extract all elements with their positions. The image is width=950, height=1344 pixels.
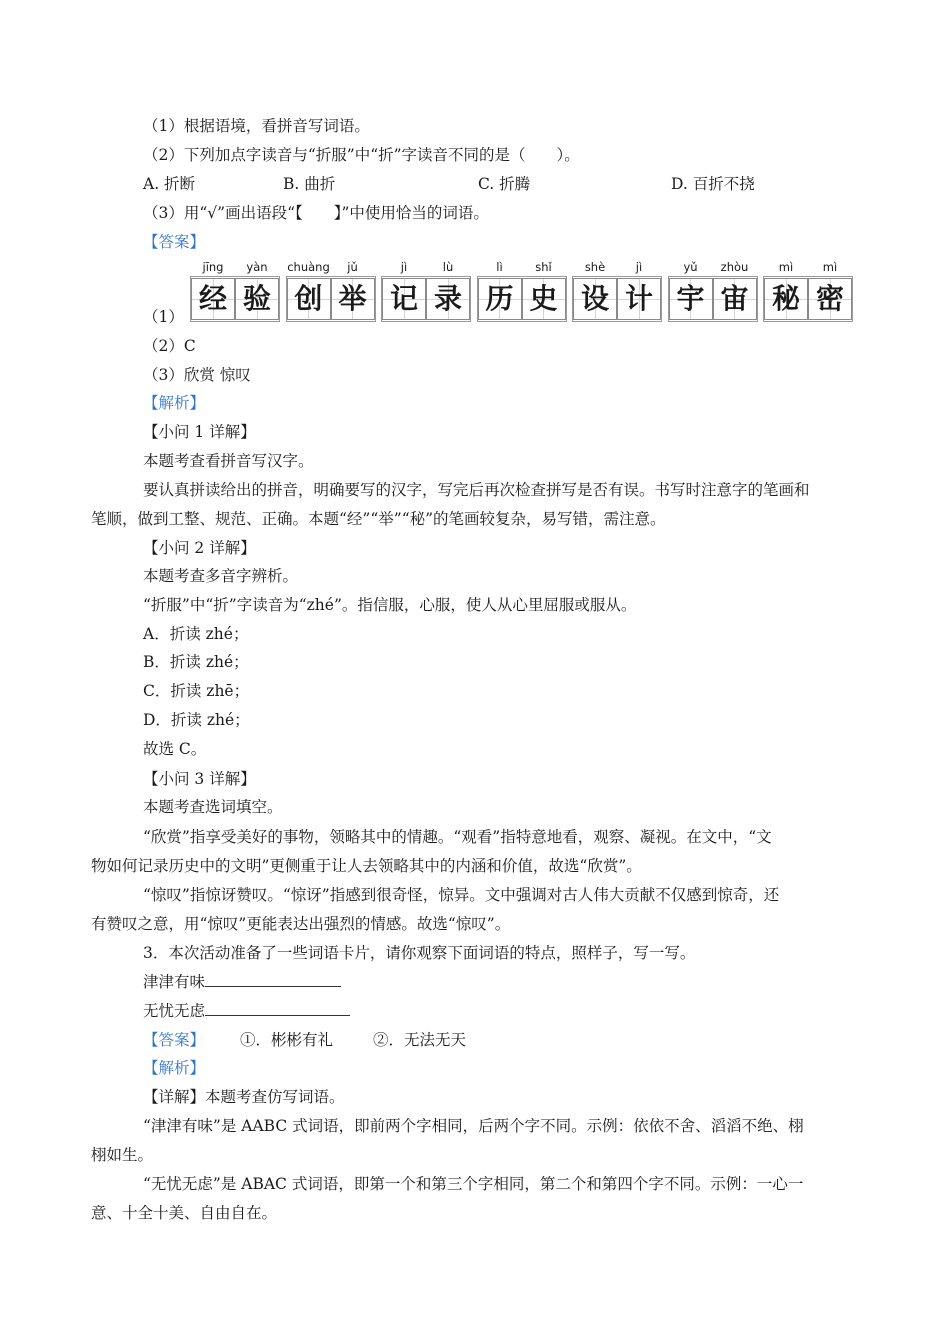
- word-2-blank: [205, 1001, 350, 1016]
- detail-2-para-2: “折服”中“折”字读音为“zhé”。指信服，心服，使人从心里屈服或服从。: [143, 596, 637, 614]
- sub-question-1: （1）根据语境，看拼音写词语。: [143, 117, 370, 135]
- question-3-analysis-tag: 【解析】: [143, 1059, 206, 1077]
- analysis-tag: 【解析】: [143, 394, 206, 412]
- detail-1-para-2a: 要认真拼读给出的拼音，明确要写的汉字，写完后再次检查拼写是否有误。书写时注意字的笔画和: [143, 481, 810, 499]
- word-2-text: 无忧无虑: [143, 1002, 206, 1020]
- pinyin-label: lì: [496, 260, 503, 274]
- question-3-para-1a: “津津有味”是 AABC 式词语，即前两个字相同，后两个字不同。示例：依依不舍、滔滔不绝、栩: [143, 1117, 804, 1135]
- sub-question-3: （3）用“√”画出语段“【 】”中使用恰当的词语。: [143, 204, 489, 222]
- detail-2-title: 【小问 2 详解】: [143, 539, 256, 557]
- question-3-answer-tag: 【答案】: [143, 1031, 206, 1049]
- pinyin-label: shè: [584, 260, 606, 274]
- detail-2-option-d: D．折读 zhé；: [143, 711, 250, 729]
- question-3: 3．本次活动准备了一些词语卡片，请你观察下面词语的特点，照样子，写一写。: [143, 944, 696, 962]
- character-cell: 录: [426, 278, 470, 320]
- detail-3-para-1: 本题考查选词填空。: [143, 798, 283, 816]
- detail-3-para-2b: 物如何记录历史中的文明”更侧重于让人去领略其中的内涵和价值，故选“欣赏”。: [91, 857, 642, 875]
- option-b: B. 曲折: [283, 175, 336, 193]
- pinyin-label: chuàng: [287, 260, 330, 274]
- detail-1-title: 【小问 1 详解】: [143, 423, 256, 441]
- detail-1-para-2b: 笔顺，做到工整、规范、正确。本题“经”“举”“秘”的笔画较复杂，易写错，需注意。: [91, 510, 666, 528]
- detail-2-option-b: B．折读 zhé；: [143, 653, 249, 671]
- question-3-detail: 【详解】本题考查仿写词语。: [143, 1088, 345, 1106]
- detail-1-para-1: 本题考查看拼音写汉字。: [143, 452, 314, 470]
- pinyin-label: jì: [400, 260, 408, 274]
- question-3-word-2: [143, 1001, 350, 1021]
- pinyin-label: yàn: [246, 260, 268, 274]
- detail-3-para-3a: “惊叹”指惊讶赞叹。“惊讶”指感到很奇怪，惊异。文中强调对古人伟大贡献不仅感到惊奇，还: [143, 886, 780, 904]
- pinyin-label: mì: [822, 260, 838, 274]
- question-3-answer-1: ①．彬彬有礼: [240, 1031, 334, 1049]
- word-1-blank: [205, 972, 341, 987]
- character-cell: 秘: [764, 278, 808, 320]
- pinyin-label: zhòu: [720, 260, 749, 274]
- character-cell: 验: [235, 278, 279, 320]
- character-cell: 史: [522, 278, 566, 320]
- option-d: D. 百折不挠: [671, 175, 755, 193]
- detail-2-conclusion: 故选 C。: [143, 740, 207, 758]
- pinyin-label: mì: [778, 260, 794, 274]
- answer-2: （2）C: [143, 337, 196, 355]
- answer-3: （3）欣赏 惊叹: [143, 366, 251, 384]
- character-cell: 举: [331, 278, 375, 320]
- question-3-para-2b: 意、十全十美、自由自在。: [91, 1204, 278, 1222]
- detail-3-para-3b: 有赞叹之意，用“惊叹”更能表达出强烈的情感。故选“惊叹”。: [91, 915, 511, 933]
- pinyin-label: jīng: [202, 260, 224, 274]
- character-cell: 历: [478, 278, 522, 320]
- question-3-word-1: [143, 972, 341, 992]
- question-3-answer-2: ②．无法无天: [373, 1031, 467, 1049]
- detail-2-para-1: 本题考查多音字辨析。: [143, 567, 299, 585]
- option-c: C. 折腾: [478, 175, 531, 193]
- pinyin-label: shǐ: [535, 260, 552, 274]
- pinyin-label: yǔ: [683, 260, 698, 274]
- question-3-para-2a: “无忧无虑”是 ABAC 式词语，即第一个和第三个字相同，第二个和第四个字不同。示例：一心一: [143, 1175, 804, 1193]
- character-cell: 创: [287, 278, 331, 320]
- detail-2-option-a: A．折读 zhé；: [143, 625, 249, 643]
- character-cell: 密: [808, 278, 852, 320]
- pinyin-label: jì: [635, 260, 643, 274]
- character-cell: 经: [191, 278, 235, 320]
- sub-question-2: （2）下列加点字读音与“折服”中“折”字读音不同的是（ ）。: [143, 146, 580, 164]
- character-cell: 宇: [669, 278, 713, 320]
- character-cell: 宙: [713, 278, 757, 320]
- word-1-text: 津津有味: [143, 973, 206, 991]
- answer-tag: 【答案】: [143, 233, 206, 251]
- character-cell: 记: [382, 278, 426, 320]
- pinyin-label: lù: [442, 260, 454, 274]
- pinyin-grid: [191, 260, 855, 322]
- detail-2-option-c: C．折读 zhē；: [143, 682, 250, 700]
- question-3-para-1b: 栩如生。: [91, 1146, 154, 1164]
- detail-3-para-2a: “欣赏”指享受美好的事物，领略其中的情趣。“观看”指特意地看，观察、凝视。在文中，“文: [143, 828, 772, 846]
- option-a: A. 折断: [143, 175, 196, 193]
- pinyin-label: jǔ: [347, 260, 358, 274]
- answer-1-label: （1）: [143, 308, 184, 326]
- character-cell: 设: [573, 278, 617, 320]
- detail-3-title: 【小问 3 详解】: [143, 770, 256, 788]
- character-cell: 计: [617, 278, 661, 320]
